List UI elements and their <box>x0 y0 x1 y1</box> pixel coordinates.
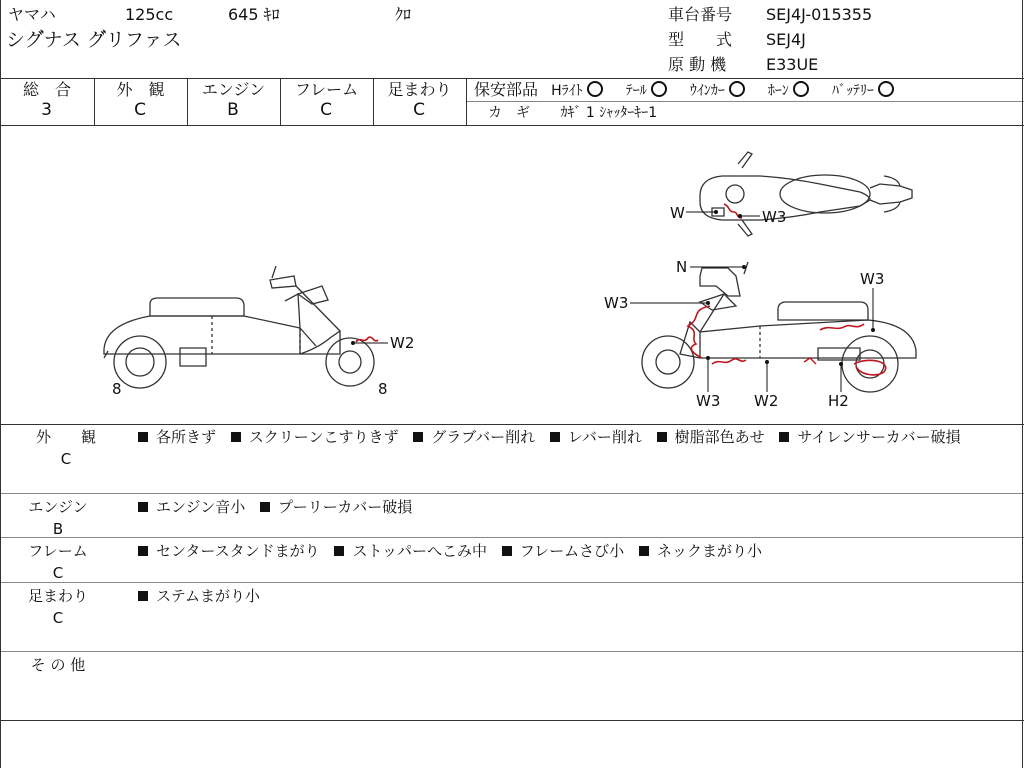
label-w2: W2 <box>390 334 415 352</box>
note-items-frame: センタースタンドまがり ストッパーへこみ中 フレームさび小 ネックまがり小 <box>138 540 772 562</box>
marker-dot <box>742 265 746 269</box>
bullet-square-icon <box>138 546 148 556</box>
grade-value: C <box>134 100 147 120</box>
divider <box>466 78 467 125</box>
mileage: 645 ｷﾛ <box>228 5 280 24</box>
safety-item-horn: ﾎｰﾝ <box>768 83 809 99</box>
bullet-square-icon <box>639 546 649 556</box>
safety-item-winker: ｳｲﾝｶｰ <box>690 83 745 99</box>
color: ｸﾛ <box>395 5 412 24</box>
bullet-square-icon <box>413 432 423 442</box>
grade-label: 足まわり <box>387 80 452 99</box>
safety-item-tail: ﾃｰﾙ <box>626 83 667 99</box>
page-border <box>1022 0 1023 768</box>
grade-value: 3 <box>41 100 53 120</box>
label-w3-bottom: W3 <box>696 392 721 410</box>
note-label-engine: エンジン B <box>28 498 88 538</box>
label-8-front: 8 <box>378 380 388 398</box>
grade-exterior <box>94 80 187 120</box>
marker-dot <box>839 362 843 366</box>
divider <box>0 424 1024 425</box>
grade-value: B <box>227 100 240 120</box>
damage-diagram <box>0 126 1024 424</box>
ok-circle-icon <box>793 81 809 97</box>
note-label-suspension: 足まわり C <box>27 587 88 627</box>
engine-model-label: 原 動 機 <box>668 55 727 74</box>
damage-mark <box>356 337 378 342</box>
bullet-square-icon <box>260 502 270 512</box>
divider <box>0 78 1024 79</box>
ok-circle-icon <box>729 81 745 97</box>
scooter-top-view-icon <box>700 152 912 236</box>
damage-mark <box>804 358 816 364</box>
marker-dot <box>706 356 710 360</box>
safety-title: 保安部品 <box>474 80 539 99</box>
bullet-square-icon <box>779 432 789 442</box>
note-label-frame: フレーム C <box>28 542 88 582</box>
engine-model-value: E33UE <box>766 55 819 74</box>
damage-mark <box>712 359 746 364</box>
note-label-exterior: 外 観 C <box>35 428 96 468</box>
label-w3-right: W3 <box>860 270 885 288</box>
frame-number-label: 車台番号 <box>668 5 733 24</box>
divider <box>0 651 1024 652</box>
divider <box>0 493 1024 494</box>
key-value: ｶｷﾞ 1 ｼｬｯﾀｰｷｰ1 <box>560 105 658 121</box>
marker-dot <box>765 360 769 364</box>
safety-parts-row <box>474 80 894 101</box>
grade-overall <box>0 80 94 120</box>
label-h2: H2 <box>828 392 849 410</box>
label-n: N <box>676 258 688 276</box>
safety-item-battery: ﾊﾞｯﾃﾘｰ <box>832 83 894 99</box>
ok-circle-icon <box>651 81 667 97</box>
bullet-square-icon <box>138 432 148 442</box>
key-label: カ ギ <box>488 105 530 121</box>
divider <box>0 582 1024 583</box>
bullet-square-icon <box>334 546 344 556</box>
grade-label: 総 合 <box>22 80 71 99</box>
note-items-suspension: ステムまがり小 <box>138 585 270 607</box>
grade-value: C <box>320 100 333 120</box>
bullet-square-icon <box>231 432 241 442</box>
marker-dot <box>871 328 875 332</box>
divider <box>0 537 1024 538</box>
label-w: W <box>670 204 685 222</box>
bullet-square-icon <box>550 432 560 442</box>
type-value: SEJ4J <box>766 30 806 49</box>
label-w3-left: W3 <box>604 294 629 312</box>
frame-number-value: SEJ4J-015355 <box>766 5 873 24</box>
model-name: シグ゙ナス グ゙リファス <box>6 29 182 51</box>
label-w2-bottom: W2 <box>754 392 779 410</box>
damage-mark <box>688 306 710 358</box>
marker-dot <box>706 301 710 305</box>
grade-suspension <box>373 80 466 120</box>
label-8-rear: 8 <box>112 380 122 398</box>
note-items-exterior: 各所きず スクリーンこすりきず グラブバー削れ レバー削れ 樹脂部色あせ サイレンサーカバー破損 <box>134 426 1014 448</box>
bullet-square-icon <box>502 546 512 556</box>
grade-label: 外 観 <box>116 80 165 99</box>
divider <box>0 720 1024 721</box>
ok-circle-icon <box>587 81 603 97</box>
scooter-left-side-icon <box>104 266 374 388</box>
displacement: 125cc <box>125 5 174 24</box>
grade-label: エンジン <box>201 80 266 99</box>
maker: ヤマハ <box>8 5 56 24</box>
type-label: 型 式 <box>668 30 733 49</box>
divider <box>466 101 1024 102</box>
ok-circle-icon <box>878 81 894 97</box>
note-items-engine: エンジン音小 プーリーカバー破損 <box>138 496 422 518</box>
safety-item-headlight: Hﾗｲﾄ <box>551 83 603 99</box>
label-w3-top: W3 <box>762 208 787 226</box>
note-label-other: そ の 他 <box>30 656 86 674</box>
bullet-square-icon <box>138 502 148 512</box>
grade-engine <box>187 80 280 120</box>
grade-label: フレーム <box>294 80 359 99</box>
bullet-square-icon <box>657 432 667 442</box>
bullet-square-icon <box>138 591 148 601</box>
page-border <box>0 0 1 768</box>
damage-mark <box>820 324 864 330</box>
grade-frame <box>280 80 373 120</box>
grade-value: C <box>413 100 426 120</box>
key-row <box>488 103 657 123</box>
